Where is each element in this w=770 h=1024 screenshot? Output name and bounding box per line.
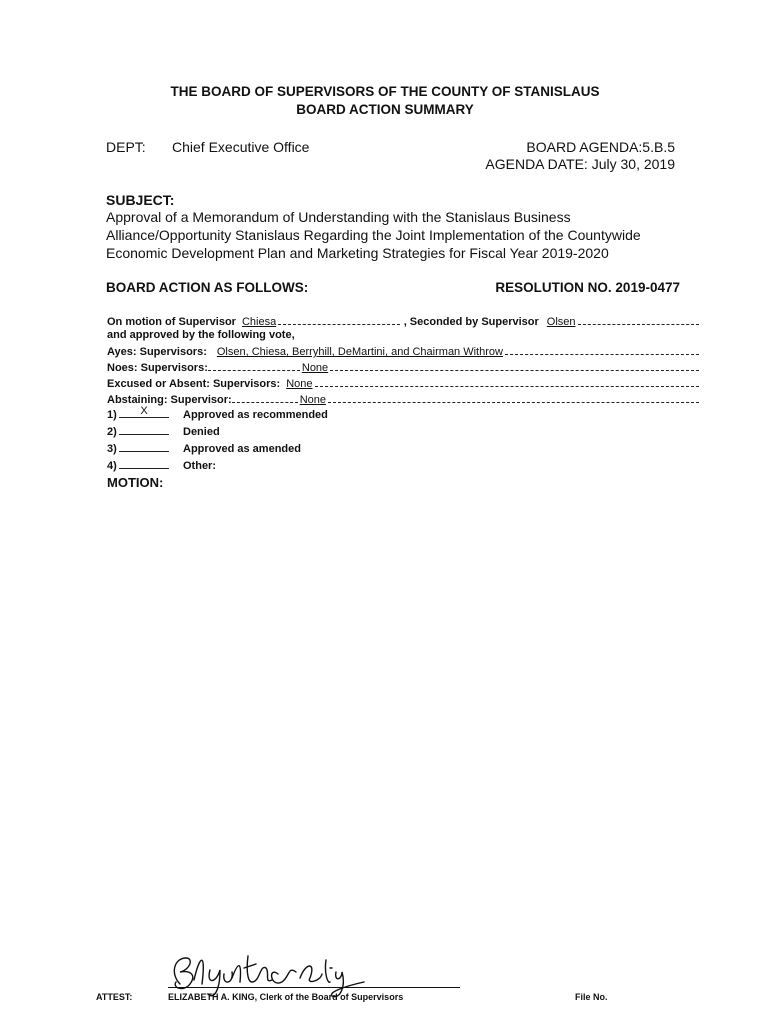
subject-line-1: Approval of a Memorandum of Understanding with the Stanislaus Business xyxy=(106,209,571,225)
option-approved-amended xyxy=(107,440,301,455)
ayes-label: Ayes: Supervisors: xyxy=(107,346,207,358)
abstaining-prefix-dash xyxy=(232,401,298,403)
option-number: 2) xyxy=(107,426,117,438)
board-agenda: BOARD AGENDA:5.B.5 xyxy=(526,139,675,155)
option-other xyxy=(107,457,216,472)
ayes-dash xyxy=(505,353,699,355)
noes-prefix-dash xyxy=(208,369,300,371)
option-mark: X xyxy=(119,405,169,418)
option-text: Denied xyxy=(183,426,220,438)
document-title: THE BOARD OF SUPERVISORS OF THE COUNTY OF STANISLAUS xyxy=(170,84,600,99)
seconded-supervisor: Olsen xyxy=(546,316,576,328)
option-mark xyxy=(119,439,169,452)
abstaining-row xyxy=(107,391,699,406)
noes-label: Noes: Supervisors: xyxy=(107,362,208,374)
option-text: Approved as recommended xyxy=(183,409,328,421)
attest-label: ATTEST: xyxy=(96,992,133,1002)
abstaining-value: None xyxy=(299,394,326,406)
option-number: 3) xyxy=(107,443,117,455)
subject-line-2: Alliance/Opportunity Stanislaus Regarding the Joint Implementation of the Countywide xyxy=(106,227,641,243)
option-text: Approved as amended xyxy=(183,443,301,455)
option-mark xyxy=(119,422,169,435)
motion-dash xyxy=(278,323,399,325)
excused-value: None xyxy=(286,378,313,390)
file-number: File No. xyxy=(575,992,608,1002)
ayes-row xyxy=(107,343,699,358)
seconded-dash xyxy=(578,323,699,325)
abstaining-dash xyxy=(328,401,699,403)
subject-line-3: Economic Development Plan and Marketing Strategies for Fiscal Year 2019-2020 xyxy=(106,245,609,261)
abstaining-label: Abstaining: Supervisor: xyxy=(107,394,232,406)
option-number: 1) xyxy=(107,409,117,421)
excused-row xyxy=(107,375,699,390)
seconded-label: , Seconded by Supervisor xyxy=(403,316,539,328)
option-approved-recommended xyxy=(107,406,328,421)
resolution-number: RESOLUTION NO. 2019-0477 xyxy=(495,280,680,295)
excused-label: Excused or Absent: Supervisors: xyxy=(107,378,281,390)
motion-label: On motion of Supervisor xyxy=(107,316,236,328)
option-mark xyxy=(119,456,169,469)
dept-label: DEPT: xyxy=(106,139,146,155)
document-subtitle: BOARD ACTION SUMMARY xyxy=(296,102,474,117)
clerk-name: ELIZABETH A. KING, Clerk of the Board of Supervisors xyxy=(168,992,404,1002)
excused-dash xyxy=(315,385,700,387)
motion-supervisor: Chiesa xyxy=(241,316,277,328)
noes-row xyxy=(107,359,699,374)
option-number: 4) xyxy=(107,460,117,472)
board-action-label: BOARD ACTION AS FOLLOWS: xyxy=(106,280,309,295)
motion-row xyxy=(107,313,699,328)
ayes-value: Olsen, Chiesa, Berryhill, DeMartini, and Chairman Withrow xyxy=(216,346,503,358)
dept-value: Chief Executive Office xyxy=(172,139,310,155)
approved-vote-line: and approved by the following vote, xyxy=(107,329,295,341)
signature-line xyxy=(168,987,460,988)
motion-label: MOTION: xyxy=(107,475,164,490)
noes-value: None xyxy=(301,362,329,374)
noes-dash xyxy=(330,369,699,371)
option-text: Other: xyxy=(183,460,216,472)
agenda-date: AGENDA DATE: July 30, 2019 xyxy=(485,156,675,172)
option-denied xyxy=(107,423,220,438)
subject-label: SUBJECT: xyxy=(106,192,175,208)
